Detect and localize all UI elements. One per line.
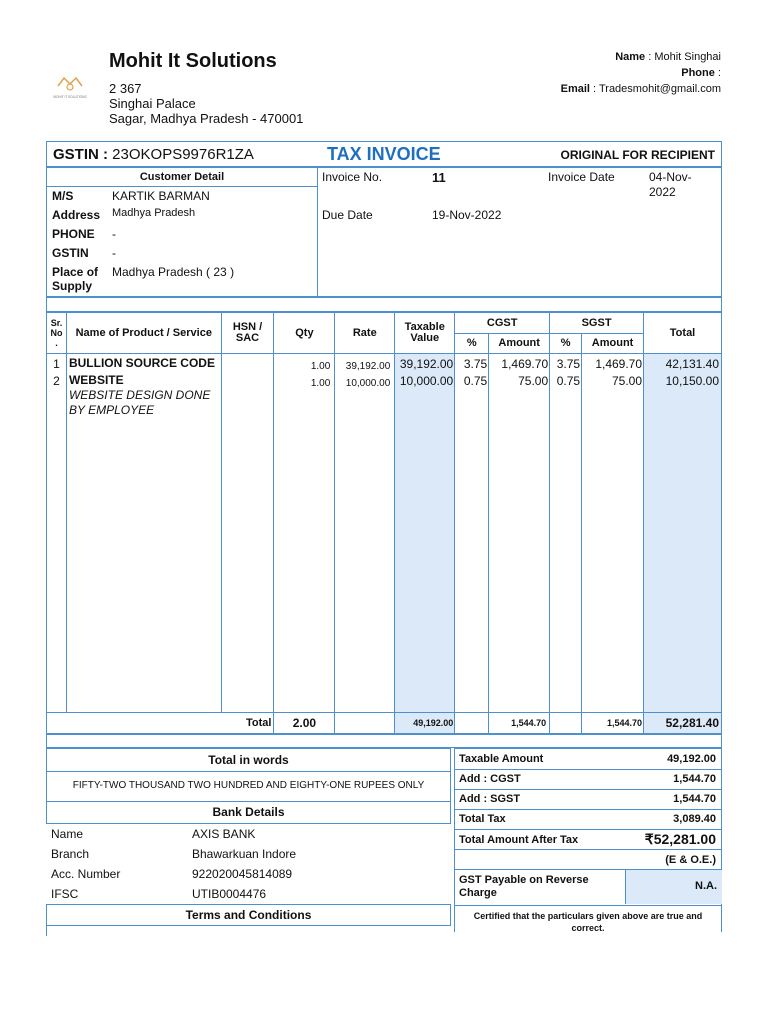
taxable-amount-label: Taxable Amount: [459, 753, 544, 765]
cell-qty: [274, 354, 335, 713]
add-sgst-label: Add : SGST: [459, 793, 521, 805]
invoice-no-value: 11: [432, 170, 446, 185]
add-cgst-value: 1,544.70: [673, 773, 716, 785]
total-after-tax-row: [454, 830, 722, 850]
invoice-date-label: Invoice Date: [548, 170, 615, 184]
due-date-label: Due Date: [322, 208, 373, 222]
bank-details: [46, 824, 451, 904]
cell-sgst-amount: [582, 354, 644, 713]
branch-label: Branch: [51, 847, 90, 861]
gstin-header-row: [46, 141, 722, 167]
items-table: [46, 312, 722, 734]
reverse-charge-row: [454, 870, 722, 906]
total-taxable: 49,192.00: [395, 713, 455, 734]
row-1-sgst-amount: 1,469.70: [595, 357, 643, 372]
row-1-sgst-pct: 3.75: [556, 357, 581, 372]
row-2-total: 10,150.00: [665, 374, 719, 389]
gstin-value: -: [112, 246, 116, 260]
col-total: Total: [644, 313, 722, 354]
row-2-rate: 10,000.00: [345, 378, 391, 390]
company-address-line3: Sagar, Madhya Pradesh - 470001: [109, 111, 304, 126]
col-cgst-amount: Amount: [489, 333, 550, 354]
place-of-supply-label: Place of Supply: [52, 265, 99, 293]
company-address-line1: 2 367: [109, 81, 142, 96]
taxable-amount-value: 49,192.00: [667, 753, 716, 765]
ifsc-label: IFSC: [51, 887, 79, 901]
company-address-line2: Singhai Palace: [109, 96, 196, 111]
cell-sr: [47, 354, 67, 713]
total-label: Total: [47, 713, 274, 734]
add-cgst-row: [454, 770, 722, 790]
eoe-label: (E & O.E.): [665, 854, 716, 866]
row-2-taxable: 10,000.00: [399, 374, 454, 389]
cell-hsn: [221, 354, 274, 713]
col-taxable: Taxable Value: [395, 313, 455, 354]
items-body-row: [47, 354, 722, 713]
spacer-strip-2: [46, 734, 722, 748]
bank-name-value: AXIS BANK: [192, 827, 256, 841]
col-cgst: CGST: [455, 313, 550, 334]
branch-value: Bhawarkuan Indore: [192, 847, 297, 861]
row-2-sr: 2: [53, 374, 60, 389]
customer-detail-heading: Customer Detail: [47, 168, 317, 187]
col-hsn: HSN / SAC: [221, 313, 274, 354]
customer-invoice-section: [46, 167, 722, 297]
col-qty: Qty: [274, 313, 335, 354]
row-1-total: 42,131.40: [665, 357, 719, 372]
copy-type-label: ORIGINAL FOR RECIPIENT: [560, 148, 715, 162]
terms-heading: Terms and Conditions: [46, 904, 451, 926]
invoice-date-value: 04-Nov-2022: [649, 170, 692, 199]
invoice-no-label: Invoice No.: [322, 170, 383, 184]
contact-phone: Phone :: [681, 67, 721, 79]
svg-text:MOHIT IT SOLUTIONS: MOHIT IT SOLUTIONS: [53, 95, 87, 99]
acc-number-value: 922020045814089: [192, 867, 293, 881]
certified-row: [454, 906, 722, 932]
taxable-amount-row: [454, 748, 722, 770]
ms-value: KARTIK BARMAN: [112, 189, 210, 203]
place-of-supply-value: Madhya Pradesh ( 23 ): [112, 265, 235, 279]
row-1-cgst-pct: 3.75: [463, 357, 488, 372]
total-sgst: 1,544.70: [582, 713, 644, 734]
row-1-rate: 39,192.00: [345, 361, 391, 373]
certified-text: Certified that the particulars given above are true and correct.: [473, 911, 703, 933]
total-rate-empty: [335, 713, 395, 734]
bank-name-label: Name: [51, 827, 84, 841]
customer-detail-panel: [47, 168, 318, 296]
total-sgst-pct-empty: [550, 713, 582, 734]
row-2-desc: WEBSITE DESIGN DONE BY EMPLOYEE: [68, 388, 211, 418]
phone-label: PHONE: [52, 227, 95, 241]
items-total-row: [47, 713, 722, 734]
spacer-strip: [46, 297, 722, 312]
ms-label: M/S: [52, 189, 74, 203]
company-logo: [50, 72, 90, 102]
invoice-title: TAX INVOICE: [327, 144, 441, 164]
total-grand: 52,281.40: [644, 713, 722, 734]
address-value: Madhya Pradesh: [112, 207, 196, 219]
reverse-charge-label: GST Payable on Reverse Charge: [459, 874, 589, 899]
total-tax-value: 3,089.40: [673, 813, 716, 825]
contact-name: Name : Mohit Singhai: [615, 51, 721, 63]
total-cgst-pct-empty: [455, 713, 489, 734]
ifsc-value: UTIB0004476: [192, 887, 267, 901]
cell-cgst-amount: [489, 354, 550, 713]
gstin-label: GSTIN: [52, 246, 89, 260]
row-2-qty: 1.00: [310, 378, 331, 390]
row-2-name: WEBSITE: [68, 373, 124, 388]
row-1-taxable: 39,192.00: [399, 357, 454, 372]
row-2-cgst-amount: 75.00: [518, 374, 549, 389]
terms-left-border: [46, 926, 47, 936]
due-date-value: 19-Nov-2022: [432, 208, 502, 222]
col-sgst-amount: Amount: [582, 333, 644, 354]
row-1-qty: 1.00: [310, 361, 331, 373]
contact-email: Email : Tradesmohit@gmail.com: [560, 83, 721, 95]
eoe-row: [454, 850, 722, 870]
row-1-sr: 1: [53, 357, 60, 372]
row-1-cgst-amount: 1,469.70: [501, 357, 549, 372]
acc-number-label: Acc. Number: [51, 867, 121, 881]
address-label: Address: [52, 208, 101, 222]
phone-value: -: [112, 227, 116, 241]
total-after-tax-value: ₹52,281.00: [644, 831, 716, 847]
summary-right: [454, 748, 722, 932]
company-gstin: GSTIN : 23OKOPS9976R1ZA: [53, 146, 254, 163]
row-2-sgst-pct: 0.75: [556, 374, 581, 389]
col-cgst-pct: %: [455, 333, 489, 354]
bank-details-heading: Bank Details: [46, 802, 451, 824]
col-name: Name of Product / Service: [66, 313, 221, 354]
add-sgst-value: 1,544.70: [673, 793, 716, 805]
col-rate: Rate: [335, 313, 395, 354]
row-2-cgst-pct: 0.75: [463, 374, 488, 389]
total-tax-row: [454, 810, 722, 830]
total-tax-label: Total Tax: [459, 813, 506, 825]
reverse-charge-cell: [625, 870, 722, 904]
total-after-tax-label: Total Amount After Tax: [459, 834, 579, 846]
total-words-heading: Total in words: [46, 748, 451, 772]
add-sgst-row: [454, 790, 722, 810]
cell-rate: [335, 354, 395, 713]
cell-cgst-pct: [455, 354, 489, 713]
reverse-charge-value: N.A.: [695, 880, 717, 892]
col-sgst-pct: %: [550, 333, 582, 354]
cell-taxable: [395, 354, 455, 713]
add-cgst-label: Add : CGST: [459, 773, 521, 785]
total-words-value: FIFTY-TWO THOUSAND TWO HUNDRED AND EIGHTY-ONE RUPEES ONLY: [46, 772, 451, 802]
cell-name: [66, 354, 221, 713]
cell-total: [644, 354, 722, 713]
col-sgst: SGST: [550, 313, 644, 334]
row-1-name: BULLION SOURCE CODE: [68, 356, 215, 371]
col-sr: Sr. No .: [47, 313, 67, 354]
cell-sgst-pct: [550, 354, 582, 713]
summary-left: [46, 748, 451, 926]
total-cgst: 1,544.70: [489, 713, 550, 734]
total-qty: 2.00: [274, 713, 335, 734]
row-2-sgst-amount: 75.00: [612, 374, 643, 389]
company-name: Mohit It Solutions: [109, 50, 277, 72]
